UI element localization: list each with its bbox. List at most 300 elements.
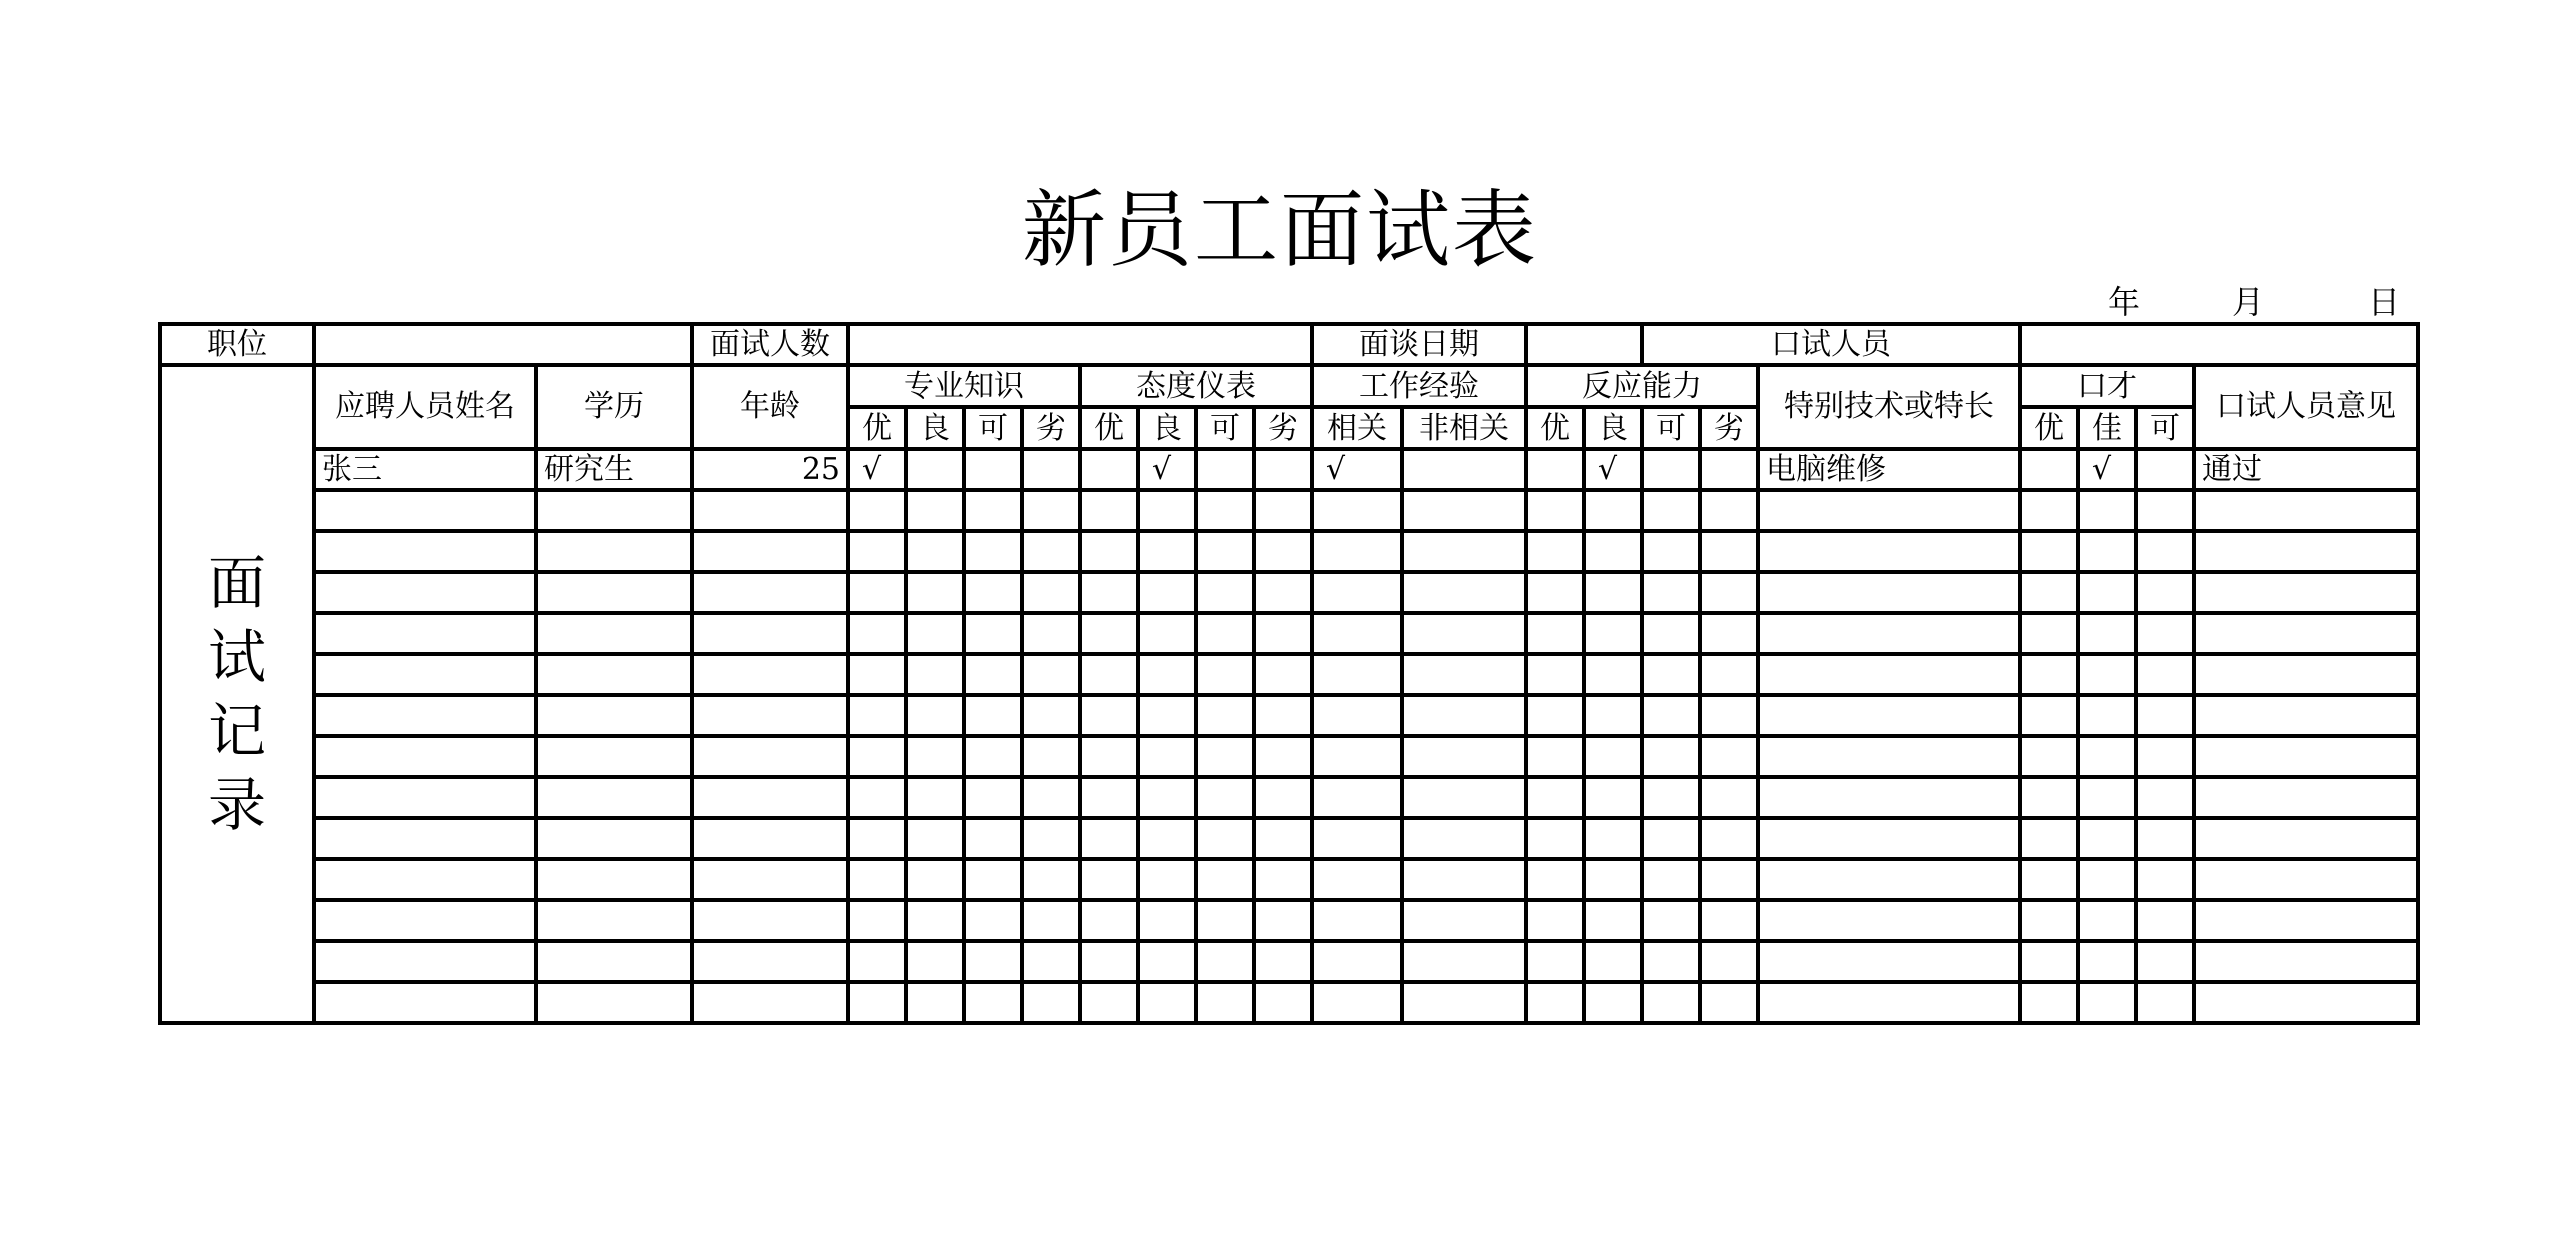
examiner-opinion-cell[interactable] [2194, 490, 2418, 531]
attitude-grade-cell[interactable] [1080, 572, 1138, 613]
attitude-grade-cell[interactable] [1138, 736, 1196, 777]
knowledge-grade-cell[interactable] [964, 900, 1022, 941]
reaction-grade-cell[interactable] [1584, 531, 1642, 572]
special-skill-cell[interactable] [1758, 777, 2020, 818]
attitude-grade-cell[interactable] [1138, 818, 1196, 859]
age-cell[interactable] [692, 941, 848, 982]
experience-grade-cell[interactable] [1312, 982, 1402, 1023]
special-skill-cell[interactable] [1758, 941, 2020, 982]
reaction-grade-cell[interactable] [1700, 572, 1758, 613]
special-skill-cell[interactable]: 电脑维修 [1758, 449, 2020, 490]
age-cell[interactable] [692, 777, 848, 818]
reaction-grade-cell[interactable] [1642, 613, 1700, 654]
examiner-opinion-cell[interactable] [2194, 777, 2418, 818]
knowledge-grade-cell[interactable] [848, 818, 906, 859]
experience-grade-cell[interactable] [1402, 490, 1526, 531]
knowledge-grade-cell[interactable] [906, 531, 964, 572]
knowledge-grade-cell[interactable] [848, 900, 906, 941]
knowledge-grade-cell[interactable] [906, 572, 964, 613]
reaction-grade-cell[interactable] [1526, 490, 1584, 531]
knowledge-grade-cell[interactable] [964, 695, 1022, 736]
experience-grade-cell[interactable] [1402, 859, 1526, 900]
reaction-grade-cell[interactable] [1642, 572, 1700, 613]
special-skill-cell[interactable] [1758, 490, 2020, 531]
reaction-grade-cell[interactable] [1584, 982, 1642, 1023]
education-cell[interactable]: 研究生 [536, 449, 692, 490]
knowledge-grade-cell[interactable] [1022, 449, 1080, 490]
attitude-grade-cell[interactable] [1196, 695, 1254, 736]
special-skill-cell[interactable] [1758, 982, 2020, 1023]
attitude-grade-cell[interactable] [1138, 900, 1196, 941]
eloquence-grade-cell[interactable] [2020, 572, 2078, 613]
applicant-name-cell[interactable]: 张三 [314, 449, 536, 490]
oral-examiner-field[interactable] [2020, 324, 2418, 365]
special-skill-cell[interactable] [1758, 859, 2020, 900]
eloquence-grade-cell[interactable] [2020, 490, 2078, 531]
knowledge-grade-cell[interactable] [1022, 654, 1080, 695]
eloquence-grade-cell[interactable] [2020, 736, 2078, 777]
experience-grade-cell[interactable] [1402, 654, 1526, 695]
reaction-grade-cell[interactable] [1700, 695, 1758, 736]
attitude-grade-cell[interactable] [1196, 449, 1254, 490]
reaction-grade-cell[interactable] [1642, 695, 1700, 736]
applicant-name-cell[interactable] [314, 572, 536, 613]
knowledge-grade-cell[interactable] [964, 572, 1022, 613]
reaction-grade-cell[interactable] [1642, 654, 1700, 695]
eloquence-grade-cell[interactable] [2136, 900, 2194, 941]
reaction-grade-cell[interactable] [1526, 613, 1584, 654]
knowledge-grade-cell[interactable] [906, 490, 964, 531]
applicant-name-cell[interactable] [314, 695, 536, 736]
attitude-grade-cell[interactable] [1080, 490, 1138, 531]
examiner-opinion-cell[interactable] [2194, 818, 2418, 859]
attitude-grade-cell[interactable] [1196, 777, 1254, 818]
knowledge-grade-cell[interactable] [1022, 777, 1080, 818]
age-cell[interactable] [692, 859, 848, 900]
education-cell[interactable] [536, 818, 692, 859]
attitude-grade-cell[interactable] [1080, 531, 1138, 572]
attitude-grade-cell[interactable] [1080, 900, 1138, 941]
knowledge-grade-cell[interactable] [964, 449, 1022, 490]
eloquence-grade-cell[interactable] [2020, 982, 2078, 1023]
eloquence-grade-cell[interactable] [2078, 736, 2136, 777]
examiner-opinion-cell[interactable] [2194, 572, 2418, 613]
attitude-grade-cell[interactable] [1138, 941, 1196, 982]
reaction-grade-cell[interactable] [1584, 736, 1642, 777]
reaction-grade-cell[interactable] [1526, 777, 1584, 818]
knowledge-grade-cell[interactable] [1022, 695, 1080, 736]
special-skill-cell[interactable] [1758, 531, 2020, 572]
applicant-name-cell[interactable] [314, 736, 536, 777]
experience-grade-cell[interactable] [1402, 982, 1526, 1023]
knowledge-grade-cell[interactable] [964, 531, 1022, 572]
eloquence-grade-cell[interactable] [2136, 695, 2194, 736]
eloquence-grade-cell[interactable] [2020, 818, 2078, 859]
eloquence-grade-cell[interactable] [2136, 818, 2194, 859]
eloquence-grade-cell[interactable] [2136, 941, 2194, 982]
eloquence-grade-cell[interactable] [2078, 900, 2136, 941]
reaction-grade-cell[interactable] [1700, 490, 1758, 531]
knowledge-grade-cell[interactable] [848, 531, 906, 572]
knowledge-grade-cell[interactable] [964, 490, 1022, 531]
education-cell[interactable] [536, 736, 692, 777]
attitude-grade-cell[interactable] [1254, 777, 1312, 818]
applicant-name-cell[interactable] [314, 613, 536, 654]
reaction-grade-cell[interactable] [1526, 941, 1584, 982]
education-cell[interactable] [536, 572, 692, 613]
position-field[interactable] [314, 324, 692, 365]
knowledge-grade-cell[interactable] [906, 449, 964, 490]
attitude-grade-cell[interactable] [1196, 613, 1254, 654]
experience-grade-cell[interactable] [1402, 695, 1526, 736]
experience-grade-cell[interactable] [1402, 572, 1526, 613]
interview-date-field[interactable] [1526, 324, 1642, 365]
age-cell[interactable] [692, 818, 848, 859]
applicant-name-cell[interactable] [314, 859, 536, 900]
reaction-grade-cell[interactable] [1700, 613, 1758, 654]
attitude-grade-cell[interactable] [1254, 572, 1312, 613]
reaction-grade-cell[interactable] [1584, 818, 1642, 859]
experience-grade-cell[interactable] [1312, 654, 1402, 695]
age-cell[interactable]: 25 [692, 449, 848, 490]
examiner-opinion-cell[interactable] [2194, 613, 2418, 654]
attitude-grade-cell[interactable] [1080, 982, 1138, 1023]
special-skill-cell[interactable] [1758, 736, 2020, 777]
attitude-grade-cell[interactable] [1196, 982, 1254, 1023]
knowledge-grade-cell[interactable] [964, 982, 1022, 1023]
attitude-grade-cell[interactable] [1196, 859, 1254, 900]
eloquence-grade-cell[interactable] [2078, 695, 2136, 736]
knowledge-grade-cell[interactable] [848, 572, 906, 613]
examiner-opinion-cell[interactable] [2194, 941, 2418, 982]
knowledge-grade-cell[interactable] [964, 859, 1022, 900]
experience-grade-cell[interactable] [1402, 449, 1526, 490]
eloquence-grade-cell[interactable] [2020, 900, 2078, 941]
special-skill-cell[interactable] [1758, 695, 2020, 736]
special-skill-cell[interactable] [1758, 613, 2020, 654]
eloquence-grade-cell[interactable] [2078, 654, 2136, 695]
reaction-grade-cell[interactable] [1642, 531, 1700, 572]
knowledge-grade-cell[interactable] [906, 736, 964, 777]
attitude-grade-cell[interactable] [1080, 859, 1138, 900]
education-cell[interactable] [536, 982, 692, 1023]
eloquence-grade-cell[interactable] [2020, 859, 2078, 900]
reaction-grade-cell[interactable]: √ [1584, 449, 1642, 490]
eloquence-grade-cell[interactable] [2020, 654, 2078, 695]
knowledge-grade-cell[interactable] [1022, 859, 1080, 900]
reaction-grade-cell[interactable] [1700, 859, 1758, 900]
knowledge-grade-cell[interactable] [848, 777, 906, 818]
knowledge-grade-cell[interactable] [964, 736, 1022, 777]
attitude-grade-cell[interactable] [1196, 736, 1254, 777]
knowledge-grade-cell[interactable] [964, 654, 1022, 695]
examiner-opinion-cell[interactable]: 通过 [2194, 449, 2418, 490]
reaction-grade-cell[interactable] [1700, 818, 1758, 859]
experience-grade-cell[interactable] [1312, 900, 1402, 941]
knowledge-grade-cell[interactable] [906, 777, 964, 818]
attitude-grade-cell[interactable] [1080, 613, 1138, 654]
experience-grade-cell[interactable] [1312, 777, 1402, 818]
reaction-grade-cell[interactable] [1700, 982, 1758, 1023]
education-cell[interactable] [536, 654, 692, 695]
reaction-grade-cell[interactable] [1526, 982, 1584, 1023]
interview-count-field[interactable] [848, 324, 1312, 365]
attitude-grade-cell[interactable] [1138, 654, 1196, 695]
attitude-grade-cell[interactable] [1254, 695, 1312, 736]
reaction-grade-cell[interactable] [1526, 449, 1584, 490]
knowledge-grade-cell[interactable] [964, 777, 1022, 818]
attitude-grade-cell[interactable] [1080, 777, 1138, 818]
special-skill-cell[interactable] [1758, 654, 2020, 695]
eloquence-grade-cell[interactable] [2020, 531, 2078, 572]
attitude-grade-cell[interactable] [1196, 941, 1254, 982]
experience-grade-cell[interactable] [1312, 572, 1402, 613]
eloquence-grade-cell[interactable] [2136, 449, 2194, 490]
attitude-grade-cell[interactable] [1138, 982, 1196, 1023]
applicant-name-cell[interactable] [314, 490, 536, 531]
experience-grade-cell[interactable] [1402, 613, 1526, 654]
education-cell[interactable] [536, 531, 692, 572]
age-cell[interactable] [692, 531, 848, 572]
eloquence-grade-cell[interactable] [2136, 982, 2194, 1023]
examiner-opinion-cell[interactable] [2194, 695, 2418, 736]
reaction-grade-cell[interactable] [1700, 736, 1758, 777]
experience-grade-cell[interactable] [1312, 531, 1402, 572]
special-skill-cell[interactable] [1758, 900, 2020, 941]
applicant-name-cell[interactable] [314, 531, 536, 572]
knowledge-grade-cell[interactable] [1022, 982, 1080, 1023]
attitude-grade-cell[interactable] [1080, 818, 1138, 859]
attitude-grade-cell[interactable] [1254, 613, 1312, 654]
attitude-grade-cell[interactable] [1254, 859, 1312, 900]
knowledge-grade-cell[interactable] [906, 900, 964, 941]
attitude-grade-cell[interactable] [1138, 613, 1196, 654]
applicant-name-cell[interactable] [314, 900, 536, 941]
examiner-opinion-cell[interactable] [2194, 982, 2418, 1023]
eloquence-grade-cell[interactable] [2020, 695, 2078, 736]
reaction-grade-cell[interactable] [1584, 572, 1642, 613]
knowledge-grade-cell[interactable] [1022, 736, 1080, 777]
attitude-grade-cell[interactable] [1138, 777, 1196, 818]
attitude-grade-cell[interactable] [1080, 941, 1138, 982]
experience-grade-cell[interactable] [1312, 941, 1402, 982]
age-cell[interactable] [692, 982, 848, 1023]
knowledge-grade-cell[interactable] [848, 490, 906, 531]
knowledge-grade-cell[interactable] [1022, 531, 1080, 572]
reaction-grade-cell[interactable] [1584, 900, 1642, 941]
attitude-grade-cell[interactable] [1138, 531, 1196, 572]
eloquence-grade-cell[interactable] [2020, 941, 2078, 982]
examiner-opinion-cell[interactable] [2194, 531, 2418, 572]
experience-grade-cell[interactable] [1312, 490, 1402, 531]
education-cell[interactable] [536, 941, 692, 982]
experience-grade-cell[interactable]: √ [1312, 449, 1402, 490]
knowledge-grade-cell[interactable] [848, 736, 906, 777]
reaction-grade-cell[interactable] [1584, 695, 1642, 736]
reaction-grade-cell[interactable] [1584, 859, 1642, 900]
examiner-opinion-cell[interactable] [2194, 736, 2418, 777]
examiner-opinion-cell[interactable] [2194, 654, 2418, 695]
attitude-grade-cell[interactable] [1254, 941, 1312, 982]
knowledge-grade-cell[interactable]: √ [848, 449, 906, 490]
attitude-grade-cell[interactable] [1196, 572, 1254, 613]
attitude-grade-cell[interactable] [1196, 654, 1254, 695]
special-skill-cell[interactable] [1758, 572, 2020, 613]
reaction-grade-cell[interactable] [1526, 695, 1584, 736]
eloquence-grade-cell[interactable] [2136, 490, 2194, 531]
age-cell[interactable] [692, 572, 848, 613]
knowledge-grade-cell[interactable] [1022, 900, 1080, 941]
age-cell[interactable] [692, 900, 848, 941]
attitude-grade-cell[interactable] [1138, 859, 1196, 900]
reaction-grade-cell[interactable] [1700, 941, 1758, 982]
knowledge-grade-cell[interactable] [906, 982, 964, 1023]
knowledge-grade-cell[interactable] [1022, 818, 1080, 859]
eloquence-grade-cell[interactable] [2078, 777, 2136, 818]
reaction-grade-cell[interactable] [1526, 900, 1584, 941]
knowledge-grade-cell[interactable] [1022, 941, 1080, 982]
reaction-grade-cell[interactable] [1642, 982, 1700, 1023]
reaction-grade-cell[interactable] [1584, 613, 1642, 654]
knowledge-grade-cell[interactable] [906, 654, 964, 695]
reaction-grade-cell[interactable] [1642, 736, 1700, 777]
applicant-name-cell[interactable] [314, 654, 536, 695]
attitude-grade-cell[interactable] [1254, 490, 1312, 531]
attitude-grade-cell[interactable] [1080, 449, 1138, 490]
knowledge-grade-cell[interactable] [906, 818, 964, 859]
experience-grade-cell[interactable] [1312, 695, 1402, 736]
eloquence-grade-cell[interactable] [2136, 613, 2194, 654]
reaction-grade-cell[interactable] [1700, 531, 1758, 572]
eloquence-grade-cell[interactable] [2078, 818, 2136, 859]
attitude-grade-cell[interactable] [1196, 490, 1254, 531]
special-skill-cell[interactable] [1758, 818, 2020, 859]
age-cell[interactable] [692, 613, 848, 654]
reaction-grade-cell[interactable] [1584, 777, 1642, 818]
experience-grade-cell[interactable] [1402, 531, 1526, 572]
attitude-grade-cell[interactable] [1138, 695, 1196, 736]
reaction-grade-cell[interactable] [1526, 736, 1584, 777]
knowledge-grade-cell[interactable] [848, 941, 906, 982]
eloquence-grade-cell[interactable] [2136, 531, 2194, 572]
knowledge-grade-cell[interactable] [906, 859, 964, 900]
experience-grade-cell[interactable] [1402, 818, 1526, 859]
applicant-name-cell[interactable] [314, 818, 536, 859]
eloquence-grade-cell[interactable] [2136, 777, 2194, 818]
attitude-grade-cell[interactable] [1138, 490, 1196, 531]
reaction-grade-cell[interactable] [1700, 900, 1758, 941]
knowledge-grade-cell[interactable] [1022, 572, 1080, 613]
reaction-grade-cell[interactable] [1584, 654, 1642, 695]
experience-grade-cell[interactable] [1312, 613, 1402, 654]
reaction-grade-cell[interactable] [1700, 449, 1758, 490]
education-cell[interactable] [536, 613, 692, 654]
applicant-name-cell[interactable] [314, 777, 536, 818]
knowledge-grade-cell[interactable] [848, 695, 906, 736]
education-cell[interactable] [536, 900, 692, 941]
eloquence-grade-cell[interactable]: √ [2078, 449, 2136, 490]
reaction-grade-cell[interactable] [1700, 777, 1758, 818]
eloquence-grade-cell[interactable] [2136, 736, 2194, 777]
attitude-grade-cell[interactable]: √ [1138, 449, 1196, 490]
attitude-grade-cell[interactable] [1254, 982, 1312, 1023]
experience-grade-cell[interactable] [1312, 736, 1402, 777]
eloquence-grade-cell[interactable] [2078, 572, 2136, 613]
reaction-grade-cell[interactable] [1642, 859, 1700, 900]
eloquence-grade-cell[interactable] [2136, 572, 2194, 613]
reaction-grade-cell[interactable] [1584, 941, 1642, 982]
experience-grade-cell[interactable] [1402, 736, 1526, 777]
knowledge-grade-cell[interactable] [848, 613, 906, 654]
reaction-grade-cell[interactable] [1642, 941, 1700, 982]
attitude-grade-cell[interactable] [1254, 900, 1312, 941]
reaction-grade-cell[interactable] [1642, 900, 1700, 941]
age-cell[interactable] [692, 736, 848, 777]
reaction-grade-cell[interactable] [1642, 490, 1700, 531]
attitude-grade-cell[interactable] [1254, 531, 1312, 572]
applicant-name-cell[interactable] [314, 941, 536, 982]
attitude-grade-cell[interactable] [1254, 736, 1312, 777]
age-cell[interactable] [692, 654, 848, 695]
reaction-grade-cell[interactable] [1642, 449, 1700, 490]
eloquence-grade-cell[interactable] [2136, 654, 2194, 695]
eloquence-grade-cell[interactable] [2078, 982, 2136, 1023]
attitude-grade-cell[interactable] [1254, 818, 1312, 859]
reaction-grade-cell[interactable] [1526, 859, 1584, 900]
age-cell[interactable] [692, 695, 848, 736]
experience-grade-cell[interactable] [1312, 859, 1402, 900]
reaction-grade-cell[interactable] [1642, 818, 1700, 859]
experience-grade-cell[interactable] [1402, 777, 1526, 818]
education-cell[interactable] [536, 777, 692, 818]
education-cell[interactable] [536, 490, 692, 531]
knowledge-grade-cell[interactable] [1022, 613, 1080, 654]
eloquence-grade-cell[interactable] [2078, 490, 2136, 531]
reaction-grade-cell[interactable] [1526, 572, 1584, 613]
eloquence-grade-cell[interactable] [2020, 777, 2078, 818]
eloquence-grade-cell[interactable] [2078, 941, 2136, 982]
reaction-grade-cell[interactable] [1526, 654, 1584, 695]
attitude-grade-cell[interactable] [1254, 449, 1312, 490]
knowledge-grade-cell[interactable] [906, 695, 964, 736]
reaction-grade-cell[interactable] [1526, 818, 1584, 859]
knowledge-grade-cell[interactable] [964, 613, 1022, 654]
attitude-grade-cell[interactable] [1080, 695, 1138, 736]
examiner-opinion-cell[interactable] [2194, 859, 2418, 900]
applicant-name-cell[interactable] [314, 982, 536, 1023]
knowledge-grade-cell[interactable] [906, 941, 964, 982]
knowledge-grade-cell[interactable] [848, 654, 906, 695]
attitude-grade-cell[interactable] [1196, 818, 1254, 859]
education-cell[interactable] [536, 859, 692, 900]
reaction-grade-cell[interactable] [1700, 654, 1758, 695]
attitude-grade-cell[interactable] [1196, 531, 1254, 572]
eloquence-grade-cell[interactable] [2136, 859, 2194, 900]
reaction-grade-cell[interactable] [1526, 531, 1584, 572]
eloquence-grade-cell[interactable] [2078, 531, 2136, 572]
reaction-grade-cell[interactable] [1642, 777, 1700, 818]
eloquence-grade-cell[interactable] [2020, 449, 2078, 490]
eloquence-grade-cell[interactable] [2020, 613, 2078, 654]
knowledge-grade-cell[interactable] [964, 941, 1022, 982]
education-cell[interactable] [536, 695, 692, 736]
reaction-grade-cell[interactable] [1584, 490, 1642, 531]
eloquence-grade-cell[interactable] [2078, 613, 2136, 654]
eloquence-grade-cell[interactable] [2078, 859, 2136, 900]
knowledge-grade-cell[interactable] [848, 859, 906, 900]
experience-grade-cell[interactable] [1402, 941, 1526, 982]
attitude-grade-cell[interactable] [1138, 572, 1196, 613]
